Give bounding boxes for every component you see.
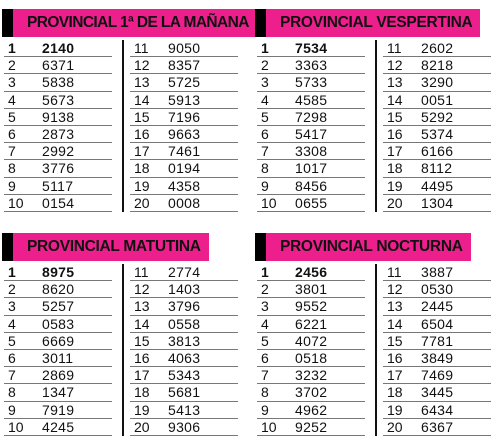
result-position: 3 [8,298,16,315]
result-row [4,195,112,212]
result-row [130,57,238,74]
result-row [257,126,365,143]
result-number: 9138 [42,108,75,125]
results-table [255,40,495,216]
result-number: 7534 [295,40,328,56]
result-row [4,316,112,333]
result-position: 20 [387,194,403,211]
result-position: 16 [134,125,150,142]
result-number: 8218 [421,57,454,74]
result-number: 5913 [168,91,201,108]
panel-header [255,2,495,40]
result-row [257,402,365,419]
result-position: 15 [134,332,150,349]
result-number: 4962 [295,401,328,418]
result-position: 8 [261,384,269,401]
result-number: 7461 [168,143,201,160]
result-row [4,92,112,109]
result-position: 1 [261,264,269,280]
result-row [130,350,238,367]
result-row [383,419,491,436]
result-position: 10 [261,194,277,211]
result-number: 8357 [168,57,201,74]
result-number: 7298 [295,108,328,125]
panel-header [2,226,242,264]
result-number: 3232 [295,367,328,384]
result-row [4,160,112,177]
results-column-right [130,40,238,212]
result-position: 16 [387,349,403,366]
result-row [383,40,491,57]
result-position: 6 [8,125,16,142]
result-position: 9 [8,177,16,194]
result-row [383,195,491,212]
results-column-left [4,40,112,212]
panel-title: PROVINCIAL NOCTURNA [266,233,471,261]
result-number: 3776 [42,160,75,177]
results-table [255,264,495,440]
result-position: 13 [387,298,403,315]
result-row [4,57,112,74]
result-position: 10 [8,194,24,211]
result-position: 11 [134,40,149,56]
result-row [383,178,491,195]
result-position: 5 [8,108,16,125]
result-number: 8975 [42,264,75,280]
result-position: 7 [8,367,16,384]
result-row [257,281,365,298]
result-number: 0558 [168,315,201,332]
results-table [2,40,242,216]
result-number: 0051 [421,91,454,108]
result-number: 9306 [168,418,201,435]
result-number: 6434 [421,401,454,418]
result-number: 2445 [421,298,454,315]
result-row [130,126,238,143]
result-position: 6 [261,125,269,142]
result-number: 3849 [421,349,454,366]
result-position: 10 [261,418,277,435]
result-position: 3 [261,74,269,91]
result-position: 4 [261,315,269,332]
result-row [4,281,112,298]
result-position: 19 [134,177,150,194]
result-position: 12 [387,281,403,298]
result-number: 7919 [42,401,75,418]
result-row [257,40,365,57]
result-position: 7 [261,143,269,160]
result-position: 12 [134,57,150,74]
result-row [383,316,491,333]
result-row [4,109,112,126]
result-row [130,281,238,298]
result-number: 3813 [168,332,201,349]
result-number: 2869 [42,367,75,384]
result-position: 20 [134,418,150,435]
result-row [383,126,491,143]
result-row [383,57,491,74]
result-row [257,350,365,367]
result-position: 10 [8,418,24,435]
result-number: 0655 [295,194,328,211]
result-position: 1 [8,40,16,56]
result-row [130,264,238,281]
result-row [383,74,491,91]
result-number: 7196 [168,108,201,125]
results-column-right [383,264,491,436]
result-row [4,333,112,350]
result-position: 13 [134,298,150,315]
result-number: 5413 [168,401,201,418]
result-row [130,143,238,160]
result-number: 3308 [295,143,328,160]
result-position: 17 [134,367,150,384]
result-row [4,143,112,160]
result-number: 3363 [295,57,328,74]
result-number: 3011 [42,349,74,366]
result-position: 13 [134,74,150,91]
result-number: 8620 [42,281,75,298]
result-position: 16 [134,349,150,366]
result-position: 8 [8,160,16,177]
result-number: 3796 [168,298,201,315]
result-row [4,178,112,195]
result-row [257,178,365,195]
result-number: 0518 [295,349,328,366]
result-number: 4063 [168,349,201,366]
result-number: 9050 [168,40,201,56]
result-number: 5343 [168,367,201,384]
panel-header [255,226,495,264]
result-position: 20 [134,194,150,211]
result-number: 6367 [421,418,454,435]
results-table [2,264,242,440]
result-position: 9 [8,401,16,418]
result-number: 2140 [42,40,75,56]
result-number: 0583 [42,315,75,332]
result-position: 4 [261,91,269,108]
result-position: 8 [8,384,16,401]
result-position: 5 [261,108,269,125]
result-position: 14 [387,315,403,332]
result-position: 17 [387,367,403,384]
result-number: 8112 [421,160,453,177]
result-row [383,384,491,401]
result-number: 0008 [168,194,201,211]
result-number: 5374 [421,125,454,142]
result-number: 1347 [42,384,75,401]
result-number: 4072 [295,332,328,349]
result-number: 9252 [295,418,328,435]
result-row [130,298,238,315]
result-position: 4 [8,315,16,332]
result-row [130,160,238,177]
result-row [4,264,112,281]
result-position: 2 [8,281,16,298]
result-position: 17 [134,143,150,160]
result-position: 2 [261,57,269,74]
result-row [130,195,238,212]
result-number: 5292 [421,108,454,125]
result-number: 0194 [168,160,201,177]
result-number: 2873 [42,125,75,142]
result-number: 5681 [168,384,201,401]
result-row [383,298,491,315]
result-number: 2992 [42,143,75,160]
result-position: 18 [387,160,403,177]
result-row [4,350,112,367]
result-number: 0530 [421,281,454,298]
result-position: 4 [8,91,16,108]
result-number: 2456 [295,264,328,280]
result-position: 18 [134,160,150,177]
result-row [257,92,365,109]
result-row [257,57,365,74]
result-number: 3290 [421,74,454,91]
column-divider [375,264,377,436]
result-number: 5673 [42,91,75,108]
result-position: 12 [387,57,403,74]
result-row [257,143,365,160]
result-row [4,419,112,436]
result-position: 15 [134,108,150,125]
result-number: 1403 [168,281,201,298]
result-number: 6669 [42,332,75,349]
result-position: 9 [261,401,269,418]
result-row [4,126,112,143]
result-position: 19 [134,401,150,418]
result-row [383,402,491,419]
result-row [130,384,238,401]
panel-matutina [2,226,242,440]
column-divider [122,40,124,212]
results-column-right [130,264,238,436]
panel-title: PROVINCIAL MATUTINA [13,233,209,261]
result-position: 12 [134,281,150,298]
result-row [130,367,238,384]
result-number: 6371 [42,57,75,74]
result-row [130,109,238,126]
result-position: 17 [387,143,403,160]
result-row [130,178,238,195]
result-number: 5257 [42,298,75,315]
result-row [383,92,491,109]
result-number: 7781 [421,332,454,349]
result-row [383,109,491,126]
panel-title: PROVINCIAL VESPERTINA [266,9,480,37]
column-divider [375,40,377,212]
result-row [383,350,491,367]
panel-nocturna [255,226,495,440]
result-position: 1 [8,264,16,280]
panel-header [2,2,249,40]
panel-vespertina [255,2,495,216]
result-row [383,264,491,281]
result-number: 4585 [295,91,328,108]
result-position: 5 [8,332,16,349]
result-row [4,402,112,419]
result-position: 20 [387,418,403,435]
result-position: 13 [387,74,403,91]
result-row [130,74,238,91]
result-number: 6504 [421,315,454,332]
result-number: 5725 [168,74,201,91]
result-row [257,316,365,333]
result-row [4,384,112,401]
result-number: 9663 [168,125,201,142]
result-position: 5 [261,332,269,349]
result-row [130,92,238,109]
result-number: 1304 [421,194,454,211]
result-position: 2 [8,57,16,74]
result-row [4,74,112,91]
panel-primera-manana [2,2,249,216]
result-number: 4495 [421,177,454,194]
result-number: 6166 [421,143,454,160]
result-position: 15 [387,108,403,125]
result-row [257,333,365,350]
result-position: 6 [261,349,269,366]
result-position: 3 [8,74,16,91]
result-number: 3445 [421,384,454,401]
result-number: 4358 [168,177,201,194]
result-row [4,367,112,384]
result-position: 7 [261,367,269,384]
result-number: 5117 [42,177,74,194]
panel-title: PROVINCIAL 1ª DE LA MAÑANA [13,9,257,37]
result-position: 16 [387,125,403,142]
result-position: 18 [387,384,403,401]
result-number: 5838 [42,74,75,91]
result-position: 14 [387,91,403,108]
result-number: 8456 [295,177,328,194]
result-number: 3801 [295,281,328,298]
result-position: 11 [387,264,402,280]
result-row [130,333,238,350]
result-position: 14 [134,315,150,332]
result-row [383,281,491,298]
result-row [257,195,365,212]
result-number: 6221 [295,315,328,332]
result-row [383,367,491,384]
result-row [257,298,365,315]
result-number: 3702 [295,384,328,401]
result-row [257,74,365,91]
result-position: 19 [387,177,403,194]
result-row [257,109,365,126]
results-column-left [257,40,365,212]
result-position: 8 [261,160,269,177]
result-position: 15 [387,332,403,349]
result-position: 6 [8,349,16,366]
result-row [257,384,365,401]
result-position: 11 [134,264,149,280]
result-position: 1 [261,40,269,56]
result-number: 1017 [295,160,328,177]
result-row [4,298,112,315]
results-column-left [4,264,112,436]
result-number: 7469 [421,367,454,384]
result-row [257,160,365,177]
result-number: 9552 [295,298,328,315]
result-row [130,316,238,333]
result-position: 19 [387,401,403,418]
result-row [130,419,238,436]
result-row [383,143,491,160]
result-position: 3 [261,298,269,315]
result-position: 9 [261,177,269,194]
result-row [130,40,238,57]
result-number: 4245 [42,418,75,435]
result-row [257,264,365,281]
result-row [257,419,365,436]
result-number: 2774 [168,264,201,280]
result-number: 5733 [295,74,328,91]
result-number: 3887 [421,264,454,280]
result-number: 5417 [295,125,328,142]
result-number: 2602 [421,40,454,56]
result-row [4,40,112,57]
result-position: 7 [8,143,16,160]
result-position: 11 [387,40,402,56]
results-column-left [257,264,365,436]
column-divider [122,264,124,436]
result-position: 14 [134,91,150,108]
result-row [257,367,365,384]
results-column-right [383,40,491,212]
result-position: 2 [261,281,269,298]
result-row [383,333,491,350]
result-row [130,402,238,419]
result-position: 18 [134,384,150,401]
result-row [383,160,491,177]
result-number: 0154 [42,194,75,211]
